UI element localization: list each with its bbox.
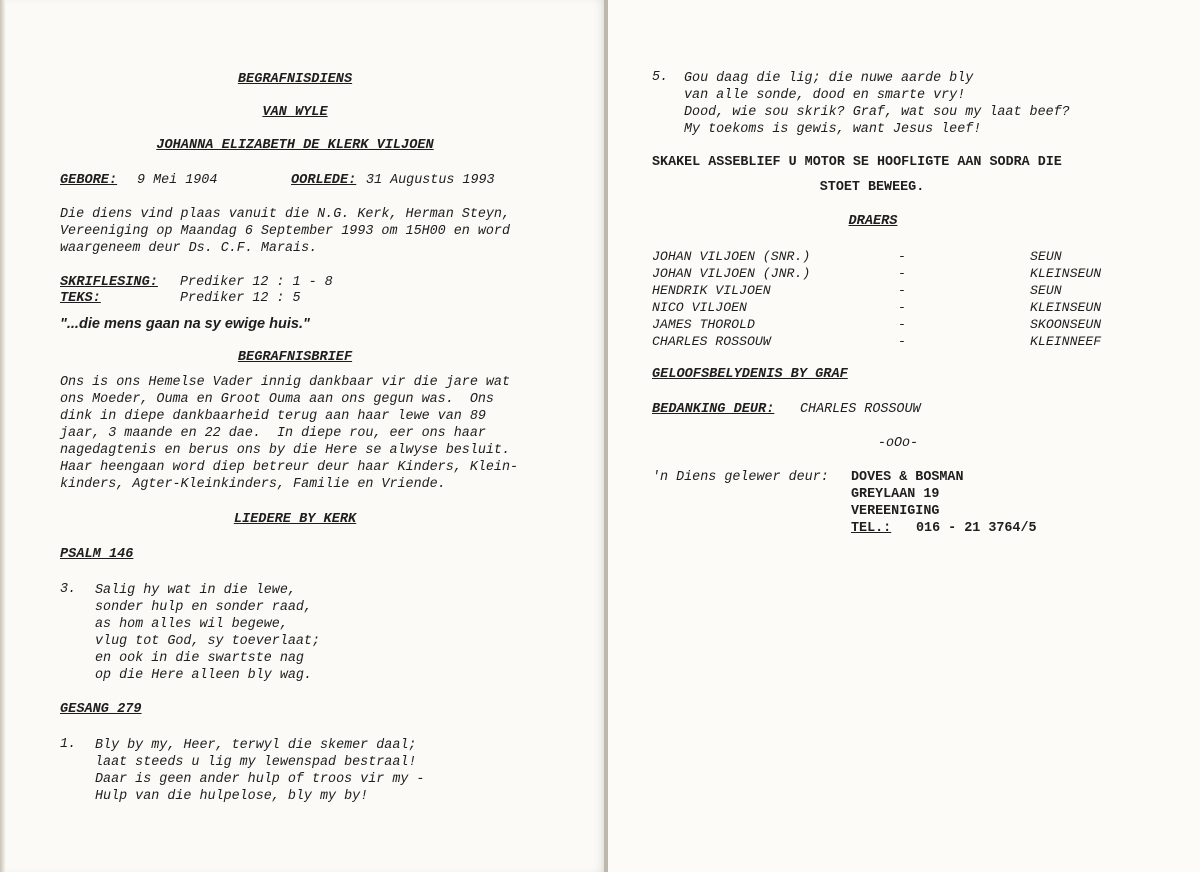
headlights-notice-cont: STOET BEWEEG. bbox=[819, 180, 925, 195]
bearer-dash: - bbox=[898, 334, 906, 349]
reading-value: Prediker 12 : 1 - 8 bbox=[180, 275, 333, 290]
letter-line: ons Moeder, Ouma en Groot Ouma aan ons gegun was. Ons bbox=[60, 392, 494, 407]
bearer-dash: - bbox=[898, 249, 906, 264]
letter-line: Haar heengaan word diep betreur deur haar Kinders, Klein- bbox=[60, 460, 519, 475]
letter-line: nagedagtenis en berus ons by die Here se alwyse besluit. bbox=[60, 443, 510, 458]
gesang-heading: GESANG 279 bbox=[60, 702, 142, 717]
undertaker-name: DOVES & BOSMAN bbox=[851, 470, 964, 485]
verse-number: 5. bbox=[652, 70, 669, 85]
psalm-line: vlug tot God, sy toeverlaat; bbox=[95, 634, 320, 649]
undertaker-street: GREYLAAN 19 bbox=[851, 487, 940, 502]
bearer-name: JAMES THOROLD bbox=[652, 317, 755, 332]
service-title: BEGRAFNISDIENS bbox=[237, 72, 353, 87]
letter-heading: BEGRAFNISBRIEF bbox=[237, 350, 353, 365]
bearer-dash: - bbox=[898, 266, 906, 281]
bearer-name: JOHAN VILJOEN (SNR.) bbox=[652, 249, 811, 264]
letter-line: Ons is ons Hemelse Vader innig dankbaar vir die jare wat bbox=[60, 375, 510, 390]
psalm-line: as hom alles wil begewe, bbox=[95, 617, 288, 632]
bearers-heading: DRAERS bbox=[848, 214, 898, 229]
died-value: 31 Augustus 1993 bbox=[366, 173, 495, 188]
bearer-name: CHARLES ROSSOUW bbox=[652, 334, 771, 349]
bearer-relation: SEUN bbox=[1030, 249, 1062, 264]
text-value: Prediker 12 : 5 bbox=[180, 291, 301, 306]
psalm-heading: PSALM 146 bbox=[60, 547, 134, 562]
bearer-dash: - bbox=[898, 317, 906, 332]
scripture-quote: "...die mens gaan na sy ewige huis." bbox=[60, 316, 310, 332]
psalm-verse-number: 3. bbox=[60, 582, 77, 597]
gesang-line: Bly by my, Heer, terwyl die skemer daal; bbox=[95, 738, 417, 753]
service-subtitle: VAN WYLE bbox=[262, 105, 328, 120]
bearer-name: JOHAN VILJOEN (JNR.) bbox=[652, 266, 811, 281]
psalm-line: en ook in die swartste nag bbox=[95, 651, 304, 666]
born-label: GEBORE: bbox=[60, 173, 118, 188]
deceased-name: JOHANNA ELIZABETH DE KLERK VILJOEN bbox=[156, 138, 434, 153]
divider-ornament: -oOo- bbox=[877, 436, 919, 451]
gesang-line: laat steeds u lig my lewenspad bestraal! bbox=[95, 755, 417, 770]
gesang-verse-number: 1. bbox=[60, 737, 77, 752]
letter-line: dink in diepe dankbaarheid terug aan haar lewe van 89 bbox=[60, 409, 486, 424]
psalm-line: Salig hy wat in die lewe, bbox=[95, 583, 296, 598]
page-edge-shadow bbox=[0, 0, 6, 872]
verse-line: Gou daag die lig; die nuwe aarde bly bbox=[684, 71, 974, 86]
bearer-dash: - bbox=[898, 300, 906, 315]
bearer-relation: SKOONSEUN bbox=[1030, 317, 1102, 332]
born-value: 9 Mei 1904 bbox=[137, 173, 218, 188]
songs-heading: LIEDERE BY KERK bbox=[233, 512, 357, 527]
verse-line: van alle sonde, dood en smarte vry! bbox=[684, 88, 966, 103]
died-label: OORLEDE: bbox=[291, 173, 357, 188]
creed-heading: GELOOFSBELYDENIS BY GRAF bbox=[652, 367, 848, 382]
tel-value: 016 - 21 3764/5 bbox=[916, 521, 1037, 536]
text-label: TEKS: bbox=[60, 291, 101, 306]
letter-line: jaar, 3 maande en 22 dae. In diepe rou, eer ons haar bbox=[60, 426, 486, 441]
undertaker-town: VEREENIGING bbox=[851, 504, 940, 519]
psalm-line: op die Here alleen bly wag. bbox=[95, 668, 312, 683]
thanks-label: BEDANKING DEUR: bbox=[652, 402, 775, 417]
verse-line: Dood, wie sou skrik? Graf, wat sou my laat beef? bbox=[684, 105, 1070, 120]
psalm-line: sonder hulp en sonder raad, bbox=[95, 600, 312, 615]
right-page bbox=[608, 0, 1200, 872]
service-line: Vereeniging op Maandag 6 September 1993 om 15H00 en word bbox=[60, 224, 510, 239]
thanks-value: CHARLES ROSSOUW bbox=[800, 402, 921, 417]
service-by-label: 'n Diens gelewer deur: bbox=[652, 470, 829, 485]
headlights-notice: SKAKEL ASSEBLIEF U MOTOR SE HOOFLIGTE AAN SODRA DIE bbox=[652, 155, 1062, 170]
bearer-relation: SEUN bbox=[1030, 283, 1062, 298]
verse-line: My toekoms is gewis, want Jesus leef! bbox=[684, 122, 982, 137]
bearer-relation: KLEINNEEF bbox=[1030, 334, 1102, 349]
tel-label: TEL.: bbox=[851, 521, 892, 536]
gesang-line: Hulp van die hulpelose, bly my by! bbox=[95, 789, 369, 804]
bearer-dash: - bbox=[898, 283, 906, 298]
gesang-line: Daar is geen ander hulp of troos vir my - bbox=[95, 772, 425, 787]
bearer-name: HENDRIK VILJOEN bbox=[652, 283, 771, 298]
service-line: waargeneem deur Ds. C.F. Marais. bbox=[60, 241, 318, 256]
letter-line: kinders, Agter-Kleinkinders, Familie en Vriende. bbox=[60, 477, 446, 492]
service-line: Die diens vind plaas vanuit die N.G. Kerk, Herman Steyn, bbox=[60, 207, 510, 222]
reading-label: SKRIFLESING: bbox=[60, 275, 158, 290]
bearer-relation: KLEINSEUN bbox=[1030, 300, 1102, 315]
bearer-name: NICO VILJOEN bbox=[652, 300, 747, 315]
bearer-relation: KLEINSEUN bbox=[1030, 266, 1102, 281]
